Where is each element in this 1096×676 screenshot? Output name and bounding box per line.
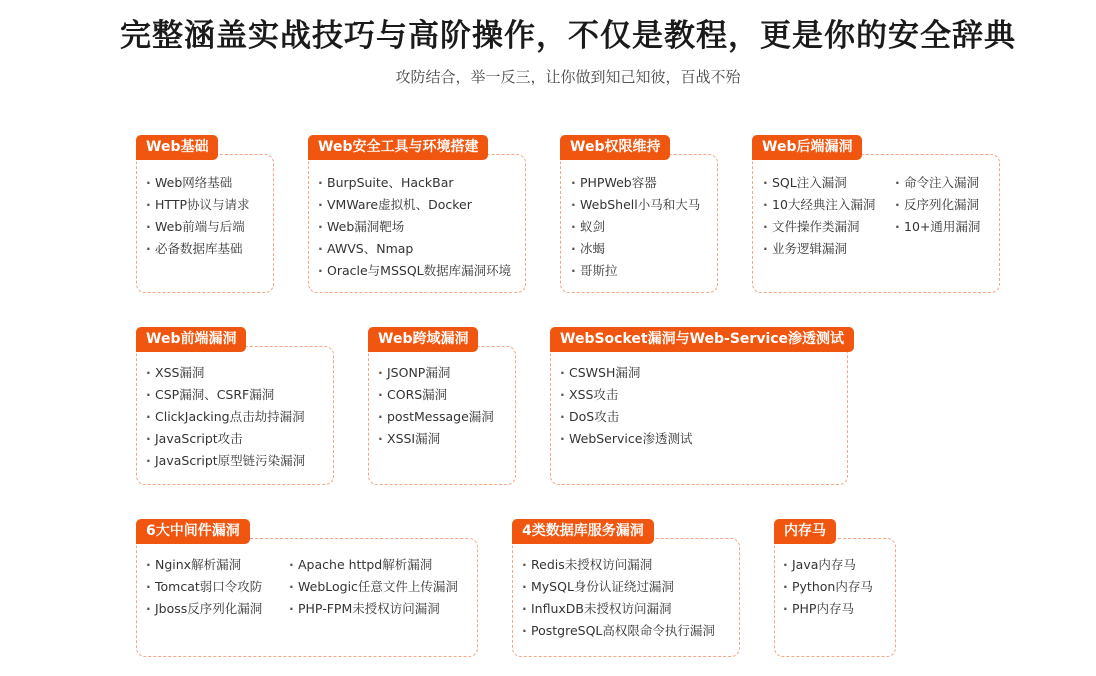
card-tag-middleware: 6大中间件漏洞 <box>136 519 250 544</box>
list-item: · InfluxDB未授权访问漏洞 <box>522 598 715 620</box>
list-item: · DoS攻击 <box>560 406 692 428</box>
list-item: · VMWare虚拟机、Docker <box>318 194 511 216</box>
list-item: · CSP漏洞、CSRF漏洞 <box>146 384 305 406</box>
page-title: 完整涵盖实战技巧与高阶操作，不仅是教程，更是你的安全辞典 <box>120 18 1016 54</box>
list-item: · PHPWeb容器 <box>571 172 700 194</box>
card-tag-frontend: Web前端漏洞 <box>136 327 246 352</box>
list-item: · JavaScript原型链污染漏洞 <box>146 450 305 472</box>
list-item: · Web网络基础 <box>146 172 250 194</box>
card-tag-websocket: WebSocket漏洞与Web-Service渗透测试 <box>550 327 854 352</box>
card-tag-cross-domain: Web跨域漏洞 <box>368 327 478 352</box>
list-item: · Python内存马 <box>783 576 873 598</box>
list-item: · Tomcat弱口令攻防 <box>146 576 262 598</box>
list-item: · SQL注入漏洞 <box>763 172 875 194</box>
database-list <box>522 554 715 642</box>
list-item: · 蚁剑 <box>571 216 700 238</box>
middleware-list-col2 <box>289 554 458 620</box>
backend-list-col1 <box>763 172 875 260</box>
list-item: · AWVS、Nmap <box>318 238 511 260</box>
list-item: · PostgreSQL高权限命令执行漏洞 <box>522 620 715 642</box>
list-item: · BurpSuite、HackBar <box>318 172 511 194</box>
card-tag-tools: Web安全工具与环境搭建 <box>308 135 488 160</box>
list-item: · 10大经典注入漏洞 <box>763 194 875 216</box>
list-item: · Oracle与MSSQL数据库漏洞环境 <box>318 260 511 282</box>
list-item: · PHP内存马 <box>783 598 873 620</box>
list-item: · Apache httpd解析漏洞 <box>289 554 458 576</box>
list-item: · 必备数据库基础 <box>146 238 250 260</box>
list-item: · 冰蝎 <box>571 238 700 260</box>
web-basics-list <box>146 172 250 260</box>
frontend-list <box>146 362 305 472</box>
list-item: · 反序列化漏洞 <box>895 194 980 216</box>
list-item: · MySQL身份认证绕过漏洞 <box>522 576 715 598</box>
list-item: · 哥斯拉 <box>571 260 700 282</box>
memshell-list <box>783 554 873 620</box>
list-item: · WebService渗透测试 <box>560 428 692 450</box>
list-item: · ClickJacking点击劫持漏洞 <box>146 406 305 428</box>
list-item: · XSS攻击 <box>560 384 692 406</box>
list-item: · Java内存马 <box>783 554 873 576</box>
list-item: · 10+通用漏洞 <box>895 216 980 238</box>
list-item: · Nginx解析漏洞 <box>146 554 262 576</box>
card-tag-web-basics: Web基础 <box>136 135 218 160</box>
card-tag-database: 4类数据库服务漏洞 <box>512 519 654 544</box>
list-item: · CORS漏洞 <box>378 384 494 406</box>
list-item: · Jboss反序列化漏洞 <box>146 598 262 620</box>
list-item: · PHP-FPM未授权访问漏洞 <box>289 598 458 620</box>
backend-list-col2 <box>895 172 980 238</box>
card-tag-memshell: 内存马 <box>774 519 836 544</box>
page-subtitle: 攻防结合，举一反三，让你做到知己知彼，百战不殆 <box>395 68 741 86</box>
list-item: · 文件操作类漏洞 <box>763 216 875 238</box>
list-item: · WebShell小马和大马 <box>571 194 700 216</box>
list-item: · 业务逻辑漏洞 <box>763 238 875 260</box>
list-item: · Web漏洞靶场 <box>318 216 511 238</box>
tools-list <box>318 172 511 282</box>
list-item: · HTTP协议与请求 <box>146 194 250 216</box>
middleware-list-col1 <box>146 554 262 620</box>
list-item: · Redis未授权访问漏洞 <box>522 554 715 576</box>
websocket-list <box>560 362 692 450</box>
list-item: · XSSI漏洞 <box>378 428 494 450</box>
list-item: · WebLogic任意文件上传漏洞 <box>289 576 458 598</box>
list-item: · JavaScript攻击 <box>146 428 305 450</box>
list-item: · 命令注入漏洞 <box>895 172 980 194</box>
card-tag-backend: Web后端漏洞 <box>752 135 862 160</box>
cross-domain-list <box>378 362 494 450</box>
list-item: · JSONP漏洞 <box>378 362 494 384</box>
persistence-list <box>571 172 700 282</box>
list-item: · Web前端与后端 <box>146 216 250 238</box>
list-item: · postMessage漏洞 <box>378 406 494 428</box>
list-item: · XSS漏洞 <box>146 362 305 384</box>
list-item: · CSWSH漏洞 <box>560 362 692 384</box>
card-tag-persistence: Web权限维持 <box>560 135 670 160</box>
